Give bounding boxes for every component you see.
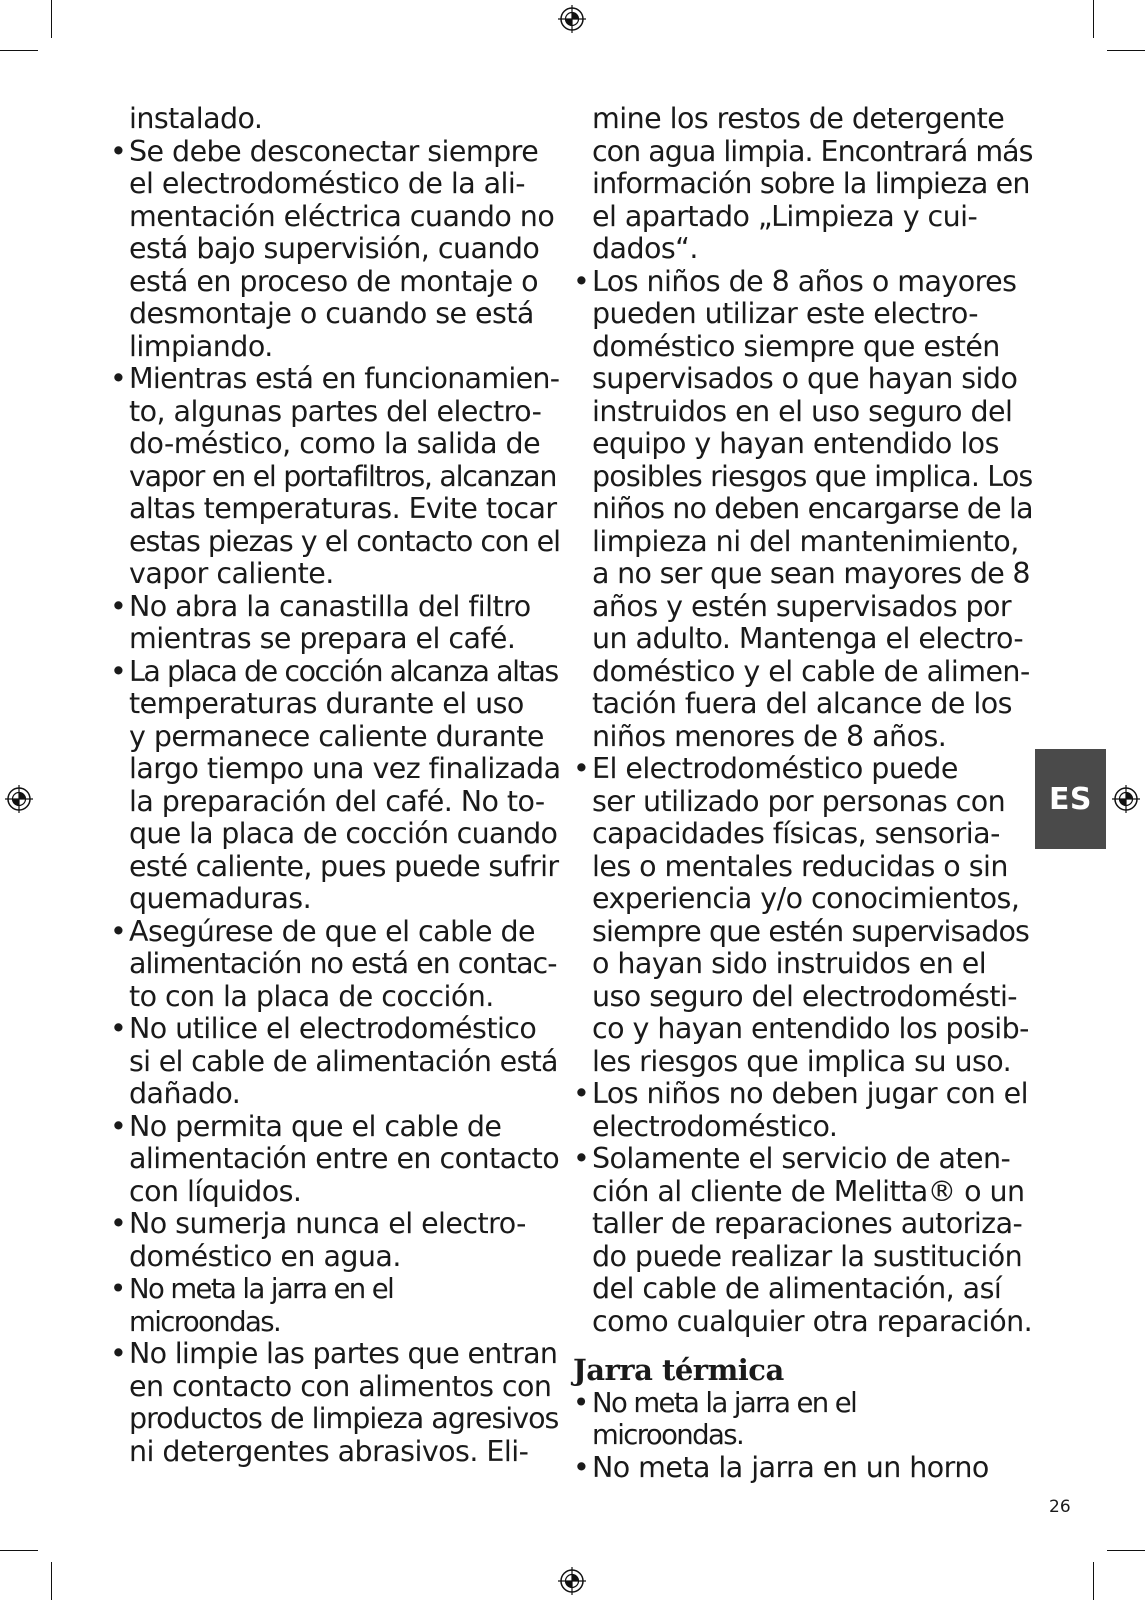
- bullet-item: [110, 591, 560, 656]
- text-line: pueden utilizar este electro-: [592, 297, 979, 330]
- text-line: La placa de cocción alcanza altas: [129, 654, 558, 688]
- text-line: do puede realizar la sustitución: [592, 1239, 1023, 1273]
- crop-mark: [51, 1562, 52, 1600]
- text-line: No limpie las partes que entran: [129, 1337, 558, 1370]
- text-line: ser utilizado por personas con: [592, 784, 1006, 818]
- text-line: que la placa de cocción cuando: [129, 817, 558, 850]
- right-text-column: [573, 103, 1033, 1484]
- text-line: ción al cliente de Melitta® o un: [592, 1174, 1025, 1208]
- bullet-marker: •: [573, 1386, 588, 1419]
- bullet-item: [110, 1013, 560, 1111]
- registration-mark-icon: [557, 4, 587, 34]
- bullet-marker: •: [110, 134, 127, 168]
- bullet-marker: •: [110, 654, 127, 688]
- text-line: un adulto. Mantenga el electro-: [592, 622, 1024, 655]
- text-line: Asegúrese de que el cable de: [129, 914, 536, 948]
- text-line: equipo y hayan entendido los: [592, 427, 999, 460]
- text-line: a no ser que sean mayores de 8: [592, 557, 1030, 590]
- registration-mark-icon: [1111, 784, 1141, 814]
- text-line: limpieza ni del mantenimiento,: [592, 524, 1019, 558]
- text-line: alimentación entre en contacto: [129, 1142, 560, 1175]
- text-line: doméstico en agua.: [129, 1239, 401, 1273]
- text-line: desmontaje o cuando se está: [129, 297, 534, 330]
- text-line: Se debe desconectar siempre: [129, 134, 539, 168]
- text-line: mine los restos de detergente: [592, 102, 1005, 135]
- bullet-marker: •: [110, 914, 127, 948]
- text-line: instruidos en el uso seguro del: [592, 394, 1013, 428]
- bullet-marker: •: [573, 1142, 590, 1175]
- text-line: en contacto con alimentos con: [129, 1369, 552, 1403]
- text-line: les riesgos que implica su uso.: [592, 1044, 1012, 1078]
- bullet-item: [110, 1273, 560, 1338]
- text-line: taller de reparaciones autoriza-: [592, 1207, 1023, 1240]
- text-line: largo tiempo una vez finalizada: [129, 752, 561, 785]
- bullet-item: [573, 1387, 1033, 1452]
- page-number: 26: [1049, 1497, 1071, 1517]
- text-line: supervisados o que hayan sido: [592, 362, 1018, 395]
- bullet-item: [110, 916, 560, 1014]
- text-line: No meta la jarra en un horno: [592, 1450, 989, 1484]
- crop-mark: [0, 50, 38, 51]
- text-line: el electrodoméstico de la ali-: [129, 167, 526, 200]
- text-line: capacidades físicas, sensoria-: [592, 817, 1000, 850]
- text-line: niños no deben encargarse de la: [592, 492, 1033, 525]
- text-line: dados“.: [592, 232, 698, 265]
- bullet-item: [110, 136, 560, 364]
- bullet-item: [573, 1452, 1033, 1485]
- crop-mark: [1093, 1562, 1094, 1600]
- bullet-marker: •: [110, 1337, 127, 1370]
- text-line: vapor caliente.: [129, 557, 334, 590]
- bullet-marker: •: [110, 362, 127, 395]
- crop-mark: [0, 1550, 38, 1551]
- text-line: si el cable de alimentación está: [129, 1044, 558, 1078]
- text-line: el apartado „Limpieza y cui-: [592, 199, 978, 233]
- language-tab: ES: [1035, 749, 1106, 849]
- text-line: está en proceso de montaje o: [129, 264, 539, 298]
- text-line: doméstico siempre que estén: [592, 329, 1000, 363]
- bullet-marker: •: [110, 1012, 127, 1045]
- continued-paragraph: [573, 103, 1033, 266]
- text-line: productos de limpieza agresivos: [129, 1402, 559, 1435]
- bullet-list: [110, 136, 560, 1469]
- bullet-marker: •: [573, 1077, 590, 1110]
- bullet-item: [573, 266, 1033, 754]
- continued-paragraph: [110, 103, 560, 136]
- text-line: les o mentales reducidas o sin: [592, 849, 1008, 883]
- text-line: No abra la canastilla del filtro: [129, 589, 531, 623]
- text-line: como cualquier otra reparación.: [592, 1304, 1033, 1338]
- text-line: tación fuera del alcance de los: [592, 687, 1012, 720]
- text-line: con líquidos.: [129, 1174, 302, 1208]
- bullet-item: [573, 753, 1033, 1078]
- bullet-item: [573, 1143, 1033, 1338]
- bullet-item: [110, 1338, 560, 1468]
- bullet-marker: •: [110, 589, 127, 623]
- text-line: experiencia y/o conocimientos,: [592, 882, 1020, 915]
- text-line: siempre que estén supervisados: [592, 914, 1030, 948]
- text-line: No permita que el cable de: [129, 1109, 502, 1143]
- crop-mark: [1107, 1550, 1145, 1551]
- text-line: uso seguro del electrodomésti-: [592, 979, 1018, 1013]
- bullet-marker: •: [110, 1207, 127, 1240]
- text-line: esté caliente, pues puede sufrir: [129, 849, 559, 883]
- text-line: No sumerja nunca el electro-: [129, 1207, 526, 1240]
- registration-mark-icon: [557, 1566, 587, 1596]
- bullet-marker: •: [110, 1273, 125, 1305]
- text-line: información sobre la limpieza en: [592, 167, 1030, 200]
- text-line: doméstico y el cable de alimen-: [592, 654, 1030, 688]
- registration-mark-icon: [4, 784, 34, 814]
- text-line: la preparación del café. No to-: [129, 784, 545, 818]
- bullet-marker: •: [573, 1450, 590, 1484]
- bullet-marker: •: [573, 752, 590, 785]
- bullet-item: [573, 1078, 1033, 1143]
- section-heading: Jarra térmica: [573, 1353, 784, 1387]
- text-line: to, algunas partes del electro-: [129, 394, 542, 428]
- text-line: electrodoméstico.: [592, 1109, 838, 1143]
- text-line: quemaduras.: [129, 882, 312, 915]
- bullet-marker: •: [573, 264, 590, 298]
- text-line: to con la placa de cocción.: [129, 979, 494, 1013]
- text-line: Solamente el servicio de aten-: [592, 1142, 1011, 1175]
- bullet-list: [573, 1387, 1033, 1485]
- text-line: microondas.: [129, 1305, 281, 1338]
- bullet-list: [573, 266, 1033, 1339]
- text-line: co y hayan entendido los posib-: [592, 1012, 1029, 1045]
- text-line: años y estén supervisados por: [592, 589, 1012, 623]
- text-line: alimentación no está en contac-: [129, 947, 557, 980]
- bullet-marker: •: [110, 1109, 127, 1143]
- text-line: o hayan sido instruidos en el: [592, 947, 987, 980]
- text-line: mientras se prepara el café.: [129, 622, 516, 655]
- crop-mark: [1093, 0, 1094, 38]
- bullet-item: [110, 1208, 560, 1273]
- text-line: microondas.: [592, 1419, 744, 1451]
- text-line: No meta la jarra en el: [129, 1273, 394, 1305]
- text-line: ni detergentes abrasivos. Eli-: [129, 1434, 529, 1468]
- text-line: El electrodoméstico puede: [592, 752, 958, 785]
- text-line: do-méstico, como la salida de: [129, 427, 541, 460]
- text-line: Mientras está en funcionamien-: [129, 362, 560, 395]
- text-line: estas piezas y el contacto con el: [129, 524, 561, 558]
- text-line: posibles riesgos que implica. Los: [592, 459, 1033, 493]
- text-line: temperaturas durante el uso: [129, 687, 524, 720]
- text-line: altas temperaturas. Evite tocar: [129, 492, 557, 525]
- text-line: instalado.: [129, 102, 263, 135]
- text-line: No meta la jarra en el: [592, 1386, 857, 1419]
- text-line: con agua limpia. Encontrará más: [592, 134, 1033, 168]
- text-line: está bajo supervisión, cuando: [129, 232, 540, 265]
- text-line: No utilice el electrodoméstico: [129, 1012, 537, 1045]
- text-line: del cable de alimentación, así: [592, 1272, 1002, 1305]
- crop-mark: [1107, 50, 1145, 51]
- bullet-item: [110, 363, 560, 591]
- text-line: vapor en el portafiltros, alcanzan: [129, 459, 557, 493]
- left-text-column: [110, 103, 560, 1468]
- bullet-item: [110, 656, 560, 916]
- text-line: niños menores de 8 años.: [592, 719, 947, 753]
- text-line: limpiando.: [129, 329, 273, 363]
- text-line: y permanece caliente durante: [129, 719, 544, 753]
- bullet-item: [110, 1111, 560, 1209]
- text-line: Los niños no deben jugar con el: [592, 1077, 1028, 1110]
- crop-mark: [51, 0, 52, 38]
- text-line: dañado.: [129, 1077, 241, 1110]
- text-line: mentación eléctrica cuando no: [129, 199, 555, 233]
- text-line: Los niños de 8 años o mayores: [592, 264, 1017, 298]
